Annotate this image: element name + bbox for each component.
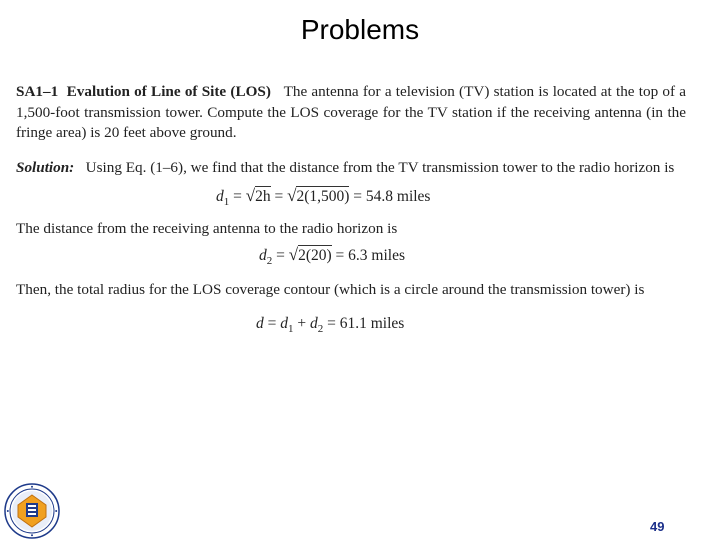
problem-label: SA1–1 <box>16 83 59 100</box>
solution-intro: Using Eq. (1–6), we find that the distance from the TV transmission tower to the radio horizon is <box>85 158 675 176</box>
equation-d2: $d_2 = √2(20) = 6.3$ miles <box>259 245 405 268</box>
problem-title: Evalution of Line of Site (LOS) <box>66 83 271 100</box>
solution-text-2: The distance from the receiving antenna to the radio horizon is <box>16 219 398 237</box>
solution-intro-paragraph <box>16 158 686 179</box>
radicand-2-1500: 2(1,500) <box>296 188 350 205</box>
equation-d1: $d_1 = √2h = √2(1,500) = 54.8$ miles <box>216 186 431 209</box>
slide-title: Problems <box>300 14 420 45</box>
solution-label: Solution: <box>16 158 75 176</box>
scanned-problem-image <box>16 82 686 340</box>
problem-statement <box>16 82 686 144</box>
university-seal-logo <box>4 483 60 539</box>
d2-result: = 6.3 miles <box>335 247 405 265</box>
equation-total-d: $d = d_1 + d_2 = 61.1$ miles <box>256 315 405 336</box>
radicand-2h: 2h <box>255 188 271 205</box>
total-result: = 61.1 miles <box>327 315 405 333</box>
radicand-2-20: 2(20) <box>298 247 332 265</box>
page-number: 49 <box>650 519 665 534</box>
d1-result: = 54.8 miles <box>353 188 431 205</box>
solution-text-3: Then, the total radius for the LOS coverage contour (which is a circle around the transmission tower) is <box>16 280 645 298</box>
problem-text: The antenna for a television (TV) station is located at the top of a 1,500-foot transmission tower. Compute the LOS coverage for the TV station if the receiving antenna (in the fringe area) is 20 feet above ground. <box>16 83 687 141</box>
